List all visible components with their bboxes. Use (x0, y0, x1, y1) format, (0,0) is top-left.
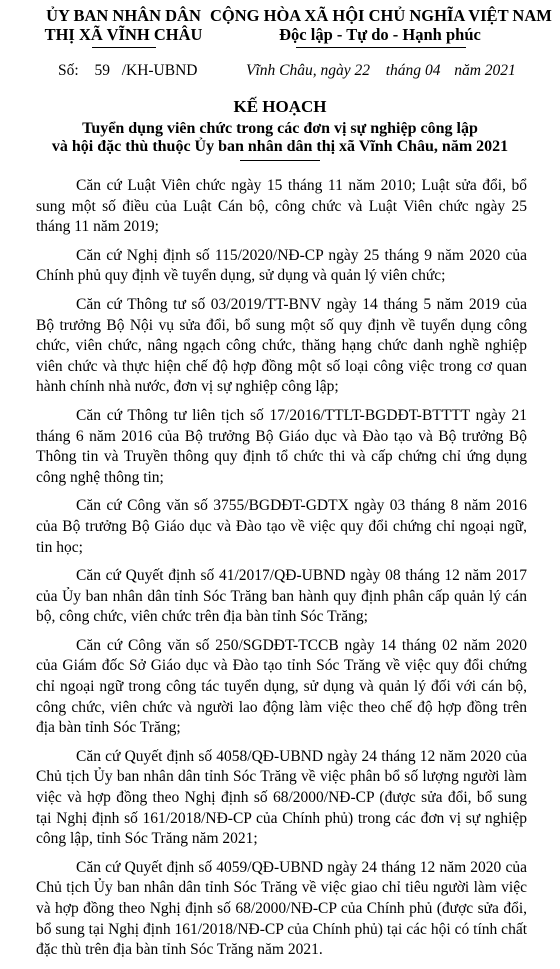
legal-basis-paragraph: Căn cứ Nghị định số 115/2020/NĐ-CP ngày 25 tháng 9 năm 2020 của Chính phủ quy định về tuyển dụng, sử dụng và quản lý viên chức; (36, 246, 527, 285)
document-title (0, 98, 560, 156)
so-number: 59 (94, 62, 110, 79)
legal-basis-paragraph: Căn cứ Quyết định số 41/2017/QĐ-UBND ngày 08 tháng 12 năm 2017 của Ủy ban nhân dân tỉnh Sóc Trăng ban hành quy định phân cấp quản lý cán bộ, công chức, viên chức trên địa bàn tỉnh Sóc Trăng; (36, 567, 527, 626)
legal-basis-paragraph: Căn cứ Quyết định số 4058/QĐ-UBND ngày 24 tháng 12 năm 2020 của Chủ tịch Ủy ban nhân dân tỉnh Sóc Trăng về việc phân bổ số lượng người làm việc và hợp đồng theo Nghị định số 68/2000/NĐ-CP (được sửa đổi, bổ sung tại Nghị định số 161/2018/NĐ-CP của Chính phủ) trong các đơn vị sự nghiệp công lập, tỉnh Sóc Trăng năm 2021; (36, 747, 527, 848)
so-label: Số: (58, 62, 79, 79)
legal-basis-paragraph: Căn cứ Thông tư liên tịch số 17/2016/TTLT-BGDĐT-BTTTT ngày 21 tháng 6 năm 2016 của Bộ trưởng Bộ Giáo dục và Đào tạo và Bộ trưởng Bộ Thông tin và Truyền thông quy định tổ chức thi và cấp chứng chỉ ứng dụng công nghệ thông tin; (36, 406, 527, 486)
date-year: 2021 (484, 62, 516, 79)
so-suffix: /KH-UBND (121, 62, 198, 79)
title-underline (240, 160, 320, 161)
title-sub-1: Tuyển dụng viên chức trong các đơn vị sự nghiệp công lập (82, 120, 478, 137)
agency-line-1: ỦY BAN NHÂN DÂN (46, 6, 201, 25)
issue-date (246, 62, 516, 80)
title-main: KẾ HOẠCH (233, 97, 327, 116)
motto-underline (296, 47, 466, 48)
document-number (58, 62, 197, 80)
date-month-label: tháng (385, 62, 422, 79)
legal-basis-paragraph: Căn cứ Công văn số 3755/BGDĐT-GDTX ngày 03 tháng 8 năm 2016 của Bộ trưởng Bộ Giáo dục và Đào tạo về việc quy đổi chứng chỉ ngoại ngữ, tin học; (36, 497, 527, 556)
date-place: Vĩnh Châu, ngày (246, 62, 351, 79)
title-sub-2: và hội đặc thù thuộc Ủy ban nhân dân thị xã Vĩnh Châu, năm 2021 (51, 138, 509, 155)
legal-basis-paragraph: Căn cứ Luật Viên chức ngày 15 tháng 11 năm 2010; Luật sửa đổi, bổ sung một số điều của Luật Cán bộ, công chức và Luật Viên chức ngày 25 tháng 11 năm 2019; (36, 177, 527, 236)
national-motto (210, 6, 550, 44)
agency-line-2: THỊ XÃ VĨNH CHÂU (44, 25, 203, 44)
legal-basis-paragraph: Căn cứ Quyết định số 4059/QĐ-UBND ngày 24 tháng 12 năm 2020 của Chủ tịch Ủy ban nhân dân tỉnh Sóc Trăng về việc giao chỉ tiêu người làm việc và hợp đồng theo Nghị định số 68/2000/NĐ-CP của Chính phủ (được sửa đổi, bổ sung tại Nghị định 161/2018/NĐ-CP của Chính phủ) tại các hội có tính chất đặc thù trên địa bàn tỉnh Sóc Trăng năm 2021. (36, 858, 527, 959)
agency-underline (92, 47, 156, 48)
document-body (36, 176, 527, 969)
date-month: 04 (424, 62, 441, 79)
nation-name: CỘNG HÒA XÃ HỘI CHỦ NGHĨA VIỆT NAM (210, 6, 552, 25)
motto: Độc lập - Tự do - Hạnh phúc (279, 25, 481, 44)
legal-basis-paragraph: Căn cứ Công văn số 250/SGDĐT-TCCB ngày 14 tháng 02 năm 2020 của Giám đốc Sở Giáo dục và Đào tạo tỉnh Sóc Trăng về việc quy đổi chứng chỉ ngoại ngữ trong công tác tuyển dụng, sử dụng và quản lý đối với cán bộ, công chức, viên chức và người lao động làm việc theo chế độ hợp đồng trên địa bàn tỉnh Sóc Trăng; (36, 636, 527, 737)
date-day: 22 (354, 62, 370, 79)
issuing-agency (36, 6, 211, 44)
legal-basis-paragraph: Căn cứ Thông tư số 03/2019/TT-BNV ngày 14 tháng 5 năm 2019 của Bộ trưởng Bộ Nội vụ sửa đổi, bổ sung một số quy định về tuyển dụng công chức, viên chức, nâng ngạch công chức, thăng hạng chức danh nghề nghiệp viên chức và thực hiện chế độ hợp đồng một số loại công việc trong cơ quan hành chính nhà nước, đơn vị sự nghiệp công lập; (36, 295, 527, 396)
date-year-label: năm (454, 62, 481, 79)
